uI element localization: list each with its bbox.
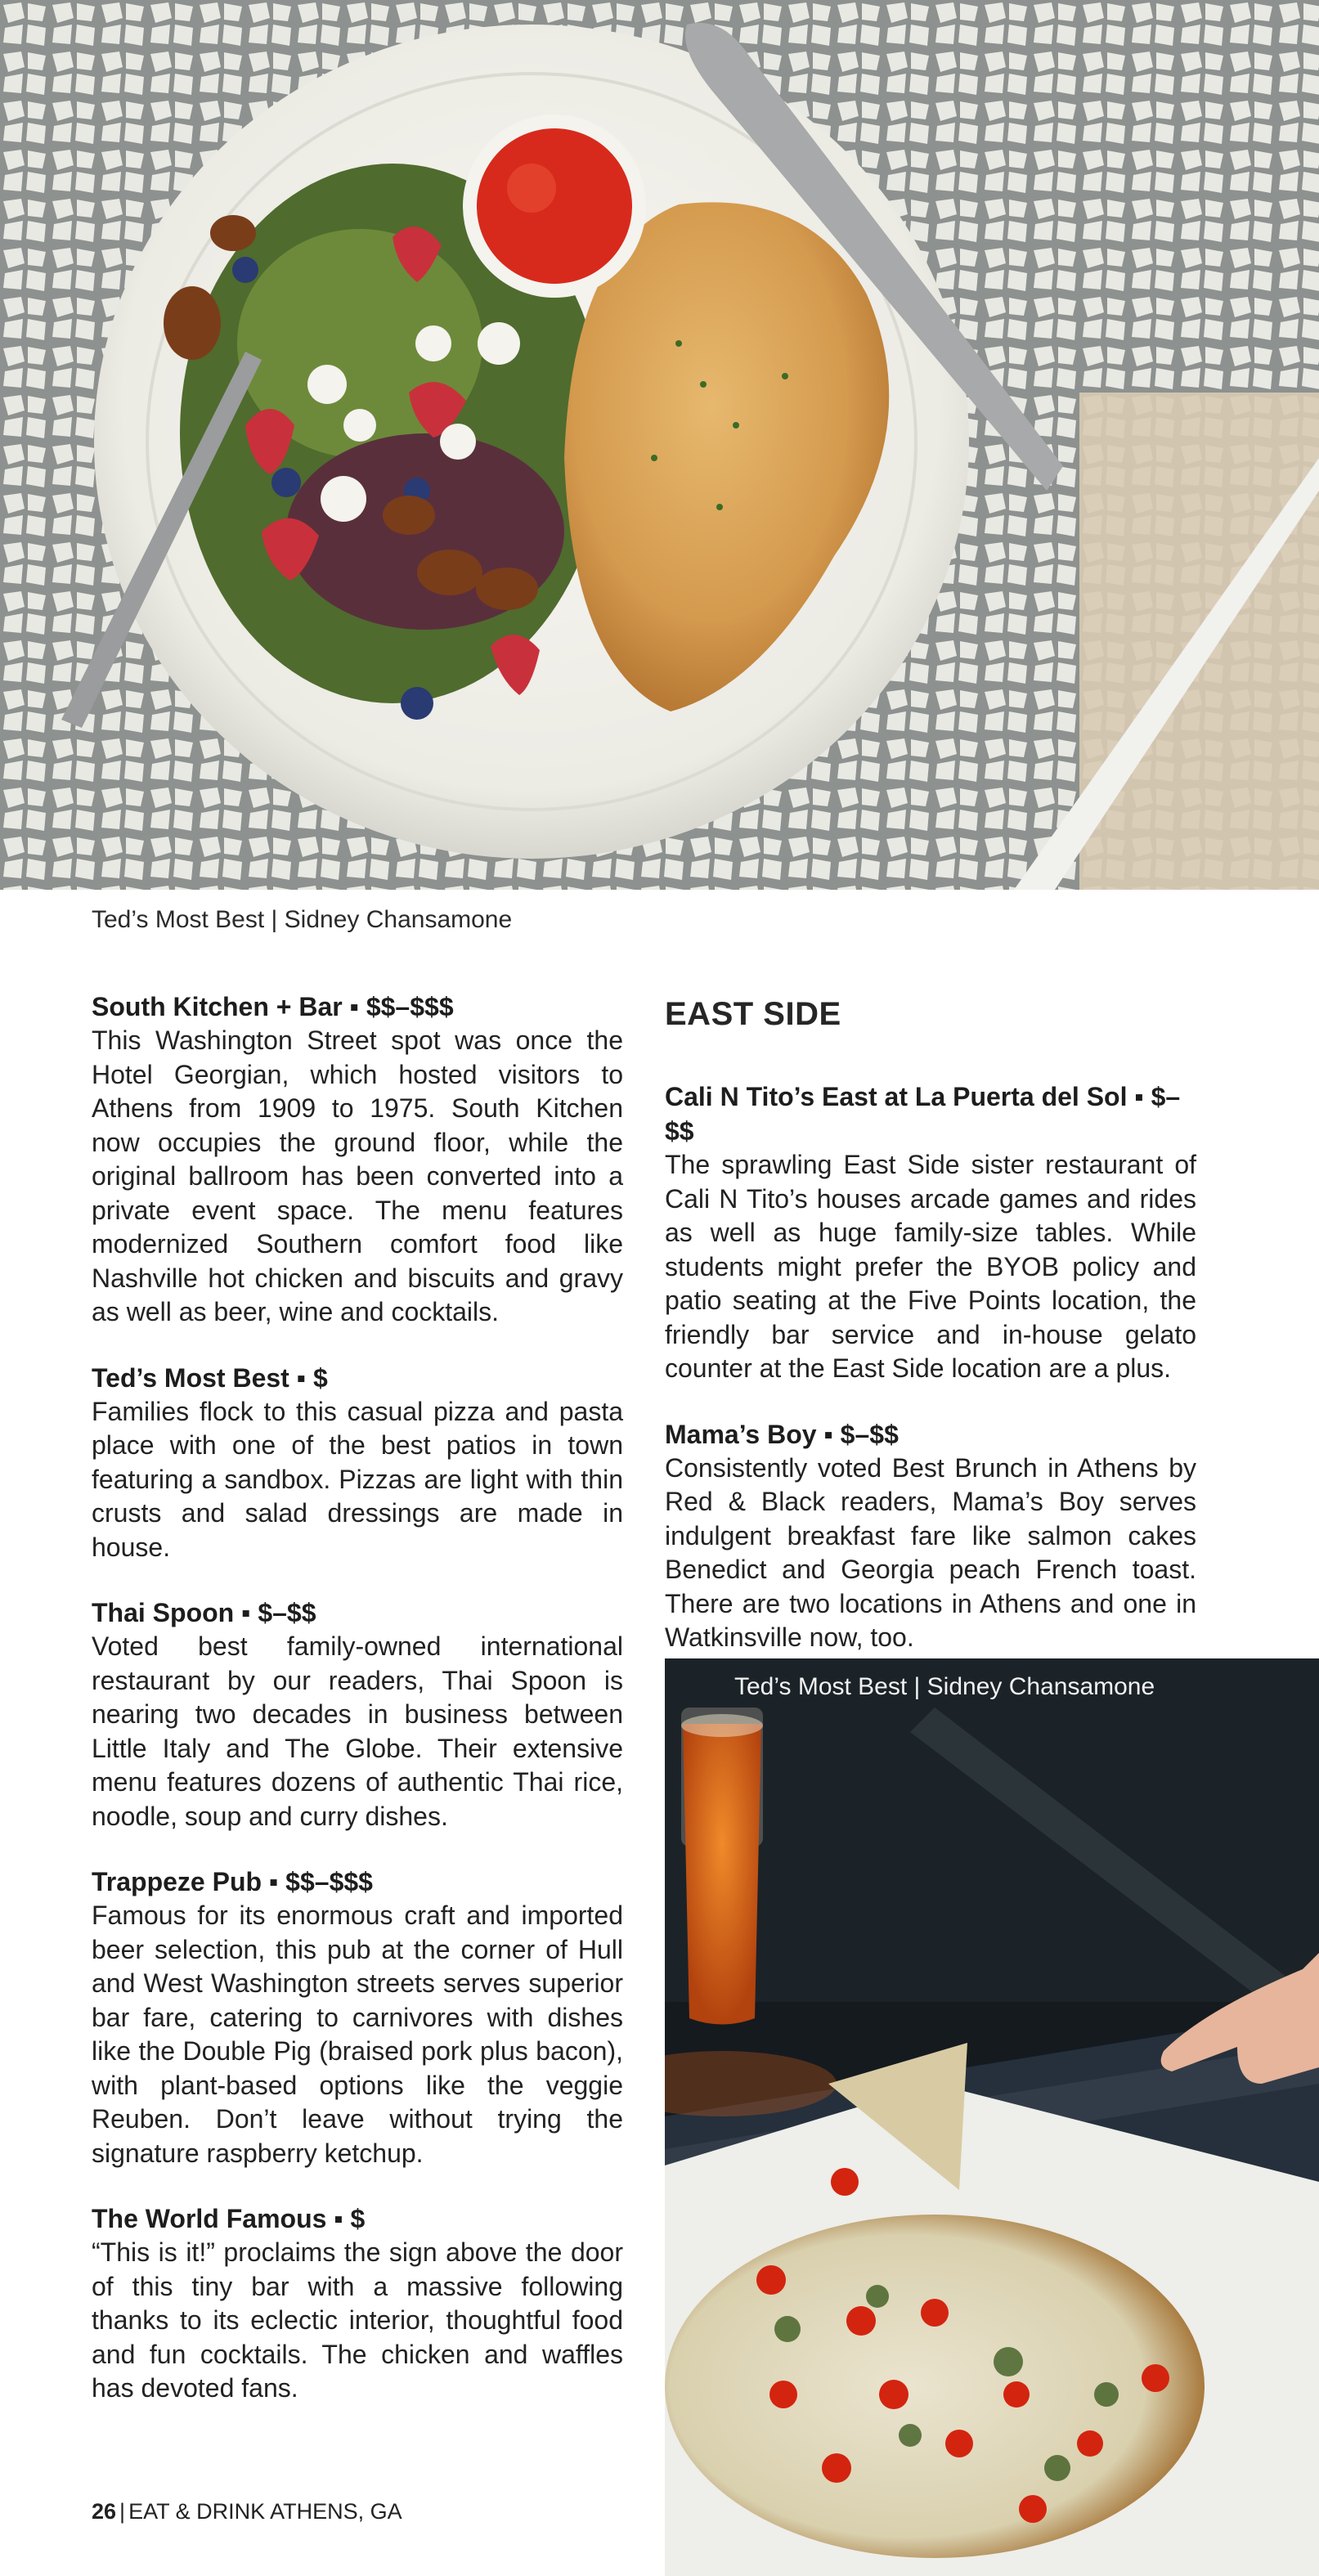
- restaurant-entry: [92, 1361, 623, 1565]
- restaurant-title: Trappeze Pub ▪ $$–$$$: [92, 1867, 373, 1896]
- publication-title: EAT & DRINK ATHENS, GA: [128, 2499, 402, 2524]
- restaurant-title: Cali N Tito’s East at La Puerta del Sol ▪ $–$$: [665, 1082, 1181, 1146]
- restaurant-entry: [92, 2201, 623, 2406]
- restaurant-description: This Washington Street spot was once the Hotel Georgian, which hosted visitors to Athens from 1909 to 1975. South Kitchen now occupies the ground floor, while the original ballroom has been converted into a private event space. The menu features modernized Southern comfort food like Nashville hot chicken and biscuits and gravy as well as beer, wine and cocktails.: [92, 1025, 623, 1326]
- photo-credit: Ted’s Most Best | Sidney Chansamone: [734, 1673, 1155, 1700]
- footer-separator: |: [119, 2499, 126, 2524]
- salad-calzone-photo: [0, 0, 1319, 890]
- restaurant-entry: [92, 1595, 623, 1833]
- right-column: [665, 990, 1196, 1686]
- pizza-photo: [665, 1658, 1319, 2576]
- restaurant-title: The World Famous ▪ $: [92, 2204, 366, 2233]
- restaurant-entry: [665, 1417, 1196, 1655]
- page-number: 26: [92, 2499, 117, 2524]
- restaurant-entry: [665, 1079, 1196, 1386]
- restaurant-description: Famous for its enormous craft and imported beer selection, this pub at the corner of Hull and West Washington streets serves superior bar fare, catering to carnivores with dishes like the Double Pig (braised pork plus bacon), with plant-based options like the veggie Reuben. Don’t leave without trying the signature raspberry ketchup.: [92, 1901, 623, 2168]
- section-heading: EAST SIDE: [665, 996, 841, 1032]
- restaurant-entry: [92, 990, 623, 1330]
- restaurant-title: South Kitchen + Bar ▪ $$–$$$: [92, 992, 454, 1021]
- left-column: [92, 990, 623, 2437]
- restaurant-description: Consistently voted Best Brunch in Athens by Red & Black readers, Mama’s Boy serves indulgent breakfast fare like salmon cakes Benedict and Georgia peach French toast. There are two locations in Athens and one in Watkinsville now, too.: [665, 1452, 1196, 1652]
- restaurant-entry: [92, 1865, 623, 2170]
- restaurant-title: Thai Spoon ▪ $–$$: [92, 1598, 316, 1627]
- restaurant-title: Ted’s Most Best ▪ $: [92, 1362, 328, 1393]
- restaurant-description: Families flock to this casual pizza and pasta place with one of the best patios in town featuring a sandbox. Pizzas are light with thin crusts and salad dressings are made in house.: [92, 1396, 623, 1562]
- page-footer: [92, 2499, 402, 2524]
- photo-credit: Ted’s Most Best | Sidney Chansamone: [92, 906, 513, 933]
- restaurant-title: Mama’s Boy ▪ $–$$: [665, 1419, 899, 1449]
- restaurant-description: The sprawling East Side sister restaurant of Cali N Tito’s houses arcade games and rides as well as huge family-size tables. While students might prefer the BYOB policy and patio seating at the Five Points location, the friendly bar service and in-house gelato counter at the East Side location are a plus.: [665, 1150, 1196, 1383]
- restaurant-description: Voted best family-owned international restaurant by our readers, Thai Spoon is nearing two decades in business between Little Italy and The Globe. Their extensive menu features dozens of authentic Thai rice, noodle, soup and curry dishes.: [92, 1631, 623, 1831]
- restaurant-description: “This is it!” proclaims the sign above the door of this tiny bar with a massive following thanks to its eclectic interior, thoughtful food and fun cocktails. The chicken and waffles has devoted fans.: [92, 2237, 623, 2403]
